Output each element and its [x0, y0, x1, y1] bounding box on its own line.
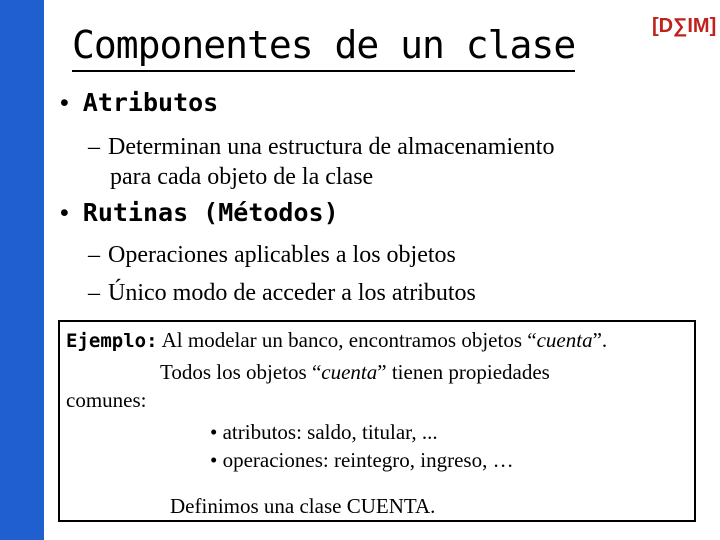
example-text: Al modelar un banco, encontramos objetos “: [161, 328, 537, 352]
example-line-2: [160, 360, 550, 385]
slide-title: Componentes de un clase: [72, 20, 575, 72]
sub-bullet-almacenamiento: [88, 132, 554, 192]
sub-bullet-unico-modo: [88, 278, 476, 308]
example-label: Ejemplo:: [66, 330, 158, 352]
dash-icon: –: [88, 280, 100, 306]
example-text: ” tienen propiedades: [377, 360, 550, 384]
bullet-label: Rutinas (Métodos): [82, 198, 339, 227]
dsim-logo: [652, 12, 717, 38]
dash-icon: –: [88, 134, 100, 160]
sub-bullet-text: Operaciones aplicables a los objetos: [108, 242, 456, 268]
bullet-label: Atributos: [82, 88, 219, 117]
example-line-3: comunes:: [66, 388, 147, 412]
sub-bullet-operaciones: [88, 240, 456, 270]
example-box: [58, 320, 696, 522]
example-emphasis: cuenta: [536, 328, 593, 352]
bullet-dot-icon: •: [60, 199, 69, 227]
example-emphasis: cuenta: [321, 360, 378, 384]
dash-icon: –: [88, 242, 100, 268]
example-text: ”.: [592, 328, 608, 352]
example-text: Todos los objetos “: [160, 360, 322, 384]
bullet-rutinas: [60, 198, 339, 228]
sub-bullet-text: Determinan una estructura de almacenamiento: [108, 134, 555, 160]
bullet-dot-icon: •: [60, 89, 69, 117]
example-item-operaciones: • operaciones: reintegro, ingreso, …: [210, 448, 514, 472]
example-line-1: [66, 328, 607, 353]
bullet-atributos: [60, 88, 218, 118]
example-conclusion: Definimos una clase CUENTA.: [170, 494, 436, 518]
logo-text: [D∑IM]: [652, 15, 717, 37]
sub-bullet-text-continued: para cada objeto de la clase: [110, 164, 374, 190]
sub-bullet-text: Único modo de acceder a los atributos: [108, 280, 476, 306]
left-accent-bar: [0, 0, 44, 540]
example-item-atributos: • atributos: saldo, titular, ...: [210, 420, 438, 444]
